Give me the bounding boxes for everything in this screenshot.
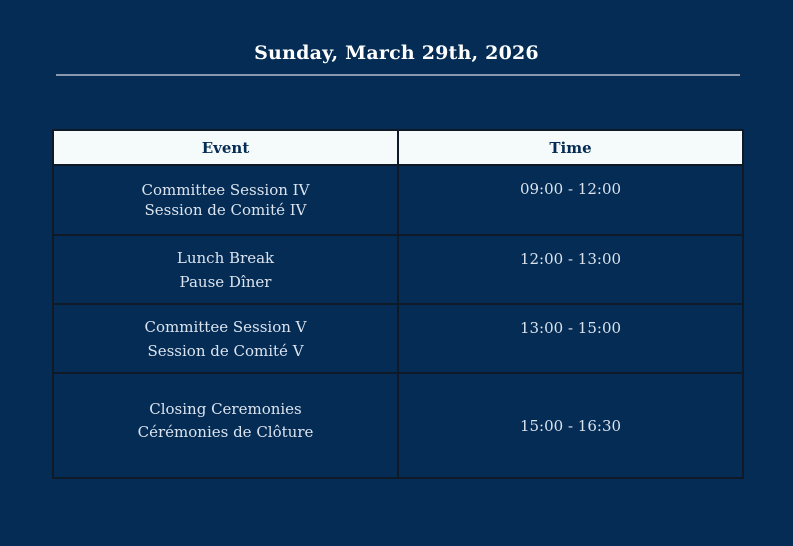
event-cell [53,373,398,478]
event-name-french: Cérémonies de Clôture [137,422,314,441]
time-cell: 15:00 - 16:30 [398,373,743,478]
time-cell: 12:00 - 13:00 [398,235,743,304]
time-cell: 09:00 - 12:00 [398,165,743,235]
column-header-event: Event [53,130,398,165]
table-row [53,165,743,235]
page-title: Sunday, March 29th, 2026 [254,42,539,64]
event-name-english: Committee Session V [144,317,307,336]
time-cell: 13:00 - 15:00 [398,304,743,373]
table-row [53,373,743,478]
table-row [53,304,743,373]
event-cell [53,304,398,373]
event-name-french: Session de Comité IV [144,201,307,219]
event-name-english: Committee Session IV [141,181,310,199]
event-cell [53,165,398,235]
table-row [53,235,743,304]
event-name-english: Closing Ceremonies [149,399,302,418]
title-divider [56,74,740,76]
event-cell [53,235,398,304]
event-name-french: Pause Dîner [179,272,272,291]
event-name-english: Lunch Break [176,248,275,267]
event-name-french: Session de Comité V [147,341,304,360]
schedule-table [52,129,744,479]
column-header-time: Time [398,130,743,165]
table-header-row [53,130,743,165]
